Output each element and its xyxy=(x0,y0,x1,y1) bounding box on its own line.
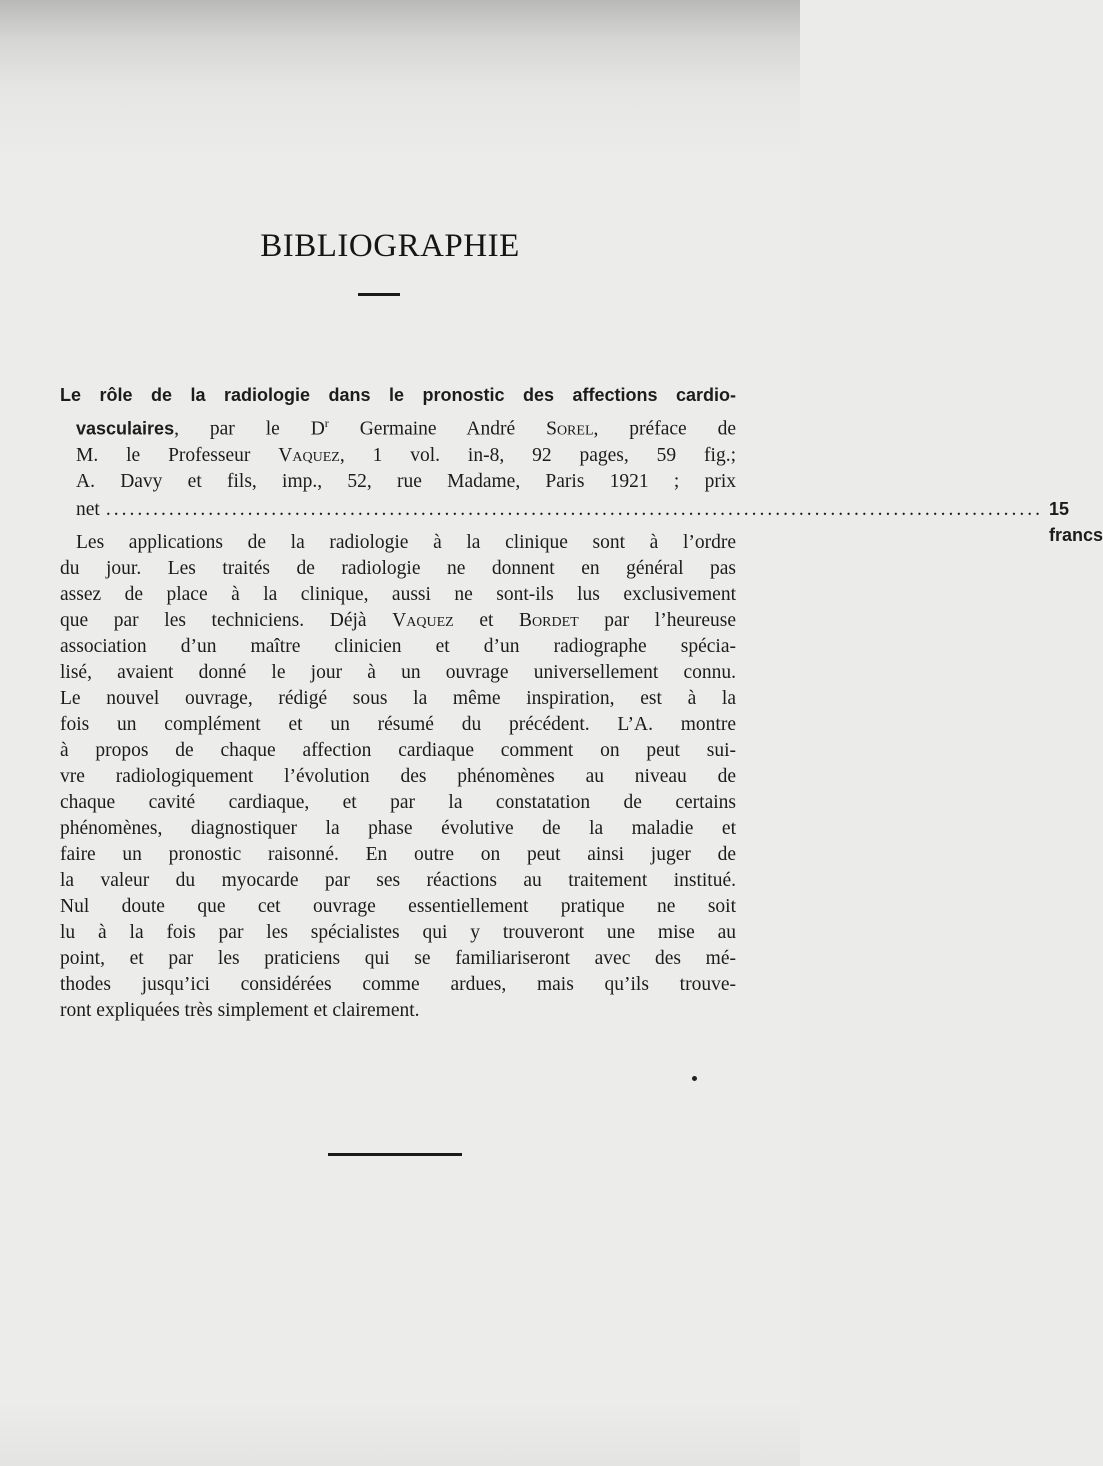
author-bordet: Bordet xyxy=(519,610,579,631)
title-rule xyxy=(358,293,400,296)
entry-preface: , préface de xyxy=(593,418,736,440)
text-line-4-mid: et xyxy=(453,610,519,631)
entry-professor-prefix: M. le Professeur xyxy=(76,444,279,466)
entry-title-part-1: Le rôle de la radiologie dans le pronostic des affections cardio- xyxy=(60,385,736,405)
text-line-4-post: par l’heureuse xyxy=(578,610,736,631)
entry-title-part-2: vasculaires xyxy=(76,418,175,439)
entry-line-3 xyxy=(60,443,736,470)
entry-price: 15 francs xyxy=(1048,498,1103,546)
text-line: lu à la fois par les spécialistes qui y trouveront une mise au xyxy=(60,922,736,943)
entry-professor-name: Vaquez xyxy=(278,444,340,466)
entry-author-prefix: , par le D xyxy=(174,418,325,440)
text-line: la valeur du myocarde par ses réactions au traitement institué. xyxy=(60,870,736,891)
text-line: phénomènes, diagnostiquer la phase évolutive de la maladie et xyxy=(60,818,736,839)
text-line: Le nouvel ouvrage, rédigé sous la même inspiration, est à la xyxy=(60,688,736,709)
text-line-4-pre: que par les techniciens. Déjà xyxy=(60,610,393,631)
text-line: ront expliquées très simplement et clairement. xyxy=(60,1000,420,1021)
end-rule xyxy=(328,1153,462,1156)
text-line: assez de place à la clinique, aussi ne sont-ils lus exclusivement xyxy=(60,584,736,605)
text-line: du jour. Les traités de radiologie ne donnent en général pas xyxy=(60,558,736,579)
text-line: faire un pronostic raisonné. En outre on peut ainsi juger de xyxy=(60,844,736,865)
entry-net-label: net xyxy=(76,498,100,520)
text-line: thodes jusqu’ici considérées comme ardues, mais qu’ils trouve- xyxy=(60,974,736,995)
text-line: Les applications de la radiologie à la clinique sont à l’ordre xyxy=(76,532,736,553)
leader-dots: ....................................................................................................................... xyxy=(105,498,1043,520)
entry-author-first: Germaine André xyxy=(328,418,547,440)
entry-author-name: Sorel xyxy=(546,418,594,440)
text-line-authors xyxy=(60,608,736,634)
text-line: à propos de chaque affection cardiaque comment on peut sui- xyxy=(60,740,736,761)
entry-publisher: A. Davy et fils, imp., 52, rue Madame, Paris 1921 ; prix xyxy=(76,471,736,493)
text-line: point, et par les praticiens qui se familiariseront avec des mé- xyxy=(60,948,736,969)
entry-volume-info: , 1 vol. in-8, 92 pages, 59 fig.; xyxy=(339,444,736,466)
ink-speck xyxy=(692,1076,697,1081)
text-line: Nul doute que cet ouvrage essentiellement pratique ne soit xyxy=(60,896,736,917)
text-line: vre radiologiquement l’évolution des phénomènes au niveau de xyxy=(60,766,736,787)
text-line: fois un complément et un résumé du précédent. L’A. montre xyxy=(60,714,736,735)
bibliography-entry xyxy=(60,382,1103,549)
text-line: chaque cavité cardiaque, et par la constatation de certains xyxy=(60,792,736,813)
author-vaquez: Vaquez xyxy=(392,610,454,631)
text-line: association d’un maître clinicien et d’un radiographe spécia- xyxy=(60,636,736,657)
entry-line-1 xyxy=(60,382,736,410)
entry-dr-superscript: r xyxy=(324,415,329,430)
entry-line-2 xyxy=(60,410,736,443)
entry-line-4 xyxy=(60,469,736,496)
review-text xyxy=(60,530,736,1024)
text-line: lisé, avaient donné le jour à un ouvrage universellement connu. xyxy=(60,662,736,683)
page-title: BIBLIOGRAPHIE xyxy=(260,228,520,264)
